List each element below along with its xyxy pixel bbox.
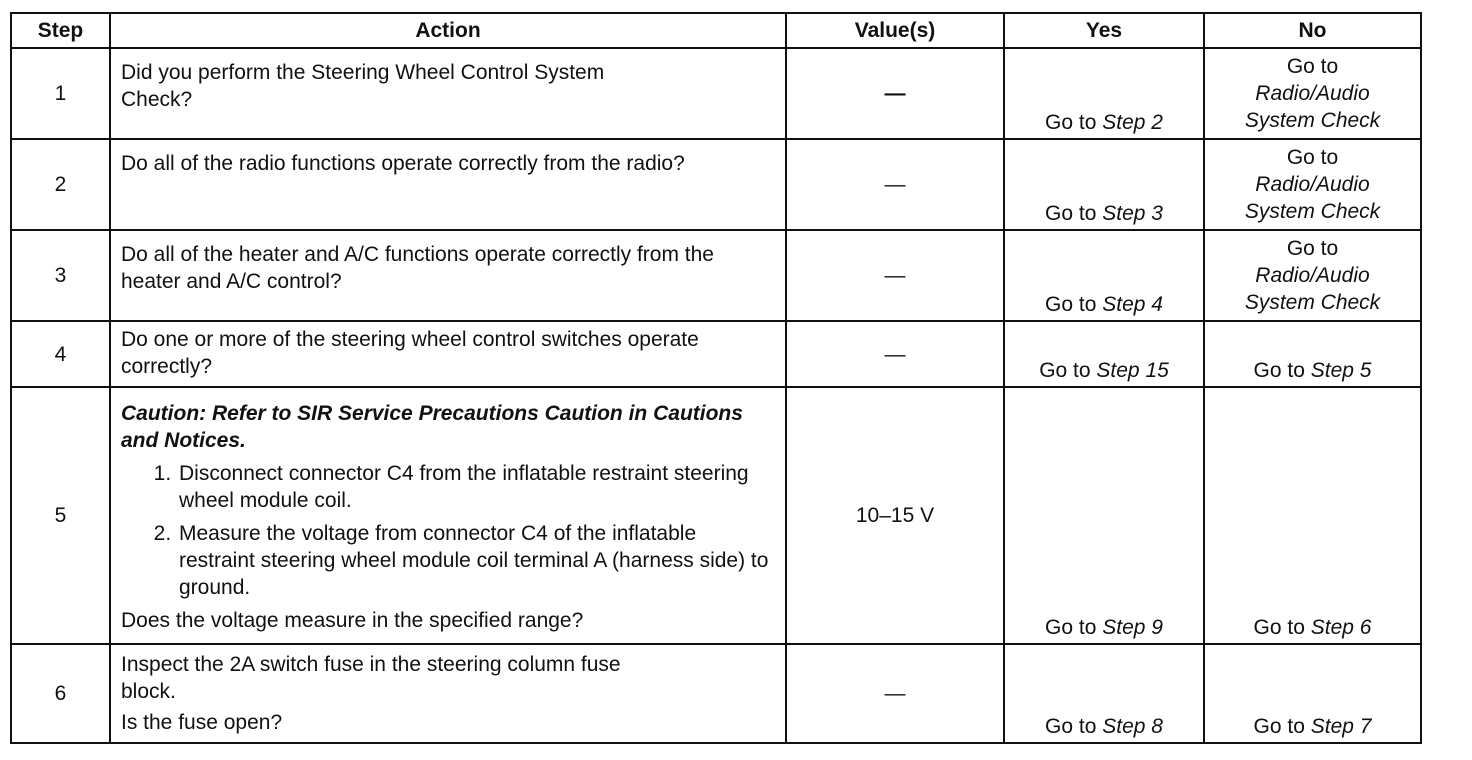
question-text: Does the voltage measure in the specified range? bbox=[121, 609, 584, 632]
step-number: 5 bbox=[11, 387, 110, 644]
table-row bbox=[11, 644, 1421, 743]
action-cell bbox=[110, 644, 786, 743]
yes-step-link[interactable]: Step 15 bbox=[1096, 359, 1169, 382]
no-step-link[interactable]: Step 6 bbox=[1310, 616, 1372, 639]
step-number: 6 bbox=[11, 644, 110, 743]
no-step-link[interactable]: Step 5 bbox=[1310, 359, 1372, 382]
yes-prefix: Go to bbox=[1045, 111, 1097, 134]
instruction-list bbox=[121, 460, 775, 601]
list-item: 2. Measure the voltage from connector C4 of the inflatable restraint steering wheel module coil terminal A (harness side) to ground. bbox=[177, 520, 775, 601]
step-number: 3 bbox=[11, 230, 110, 321]
no-link-line2[interactable]: System Check bbox=[1244, 200, 1381, 223]
yes-step-link[interactable]: Step 8 bbox=[1102, 715, 1163, 738]
header-step: Step bbox=[11, 13, 110, 48]
yes-cell bbox=[1004, 644, 1204, 743]
header-row bbox=[11, 13, 1421, 48]
action-text: Did you perform the Steering Wheel Control System Check? bbox=[110, 48, 786, 139]
yes-step-link[interactable]: Step 2 bbox=[1102, 111, 1163, 134]
value-cell: — bbox=[786, 321, 1004, 387]
header-values: Value(s) bbox=[786, 13, 1004, 48]
question-text: Is the fuse open? bbox=[121, 711, 283, 734]
no-link-line2[interactable]: System Check bbox=[1244, 109, 1381, 132]
value-cell: — bbox=[786, 48, 1004, 139]
header-action: Action bbox=[110, 13, 786, 48]
yes-cell bbox=[1004, 139, 1204, 230]
table-row bbox=[11, 48, 1421, 139]
yes-prefix: Go to bbox=[1045, 293, 1097, 316]
yes-prefix: Go to bbox=[1045, 616, 1097, 639]
table-row bbox=[11, 321, 1421, 387]
table-row bbox=[11, 139, 1421, 230]
no-step-link[interactable]: Step 7 bbox=[1310, 715, 1372, 738]
action-text: Do all of the radio functions operate correctly from the radio? bbox=[110, 139, 786, 230]
yes-cell bbox=[1004, 230, 1204, 321]
step-number: 1 bbox=[11, 48, 110, 139]
header-no: No bbox=[1204, 13, 1421, 48]
header-yes: Yes bbox=[1004, 13, 1204, 48]
action-cell bbox=[110, 387, 786, 644]
yes-step-link[interactable]: Step 4 bbox=[1102, 293, 1163, 316]
no-cell bbox=[1204, 48, 1421, 139]
no-link-line1[interactable]: Radio/Audio bbox=[1255, 173, 1370, 196]
yes-step-link[interactable]: Step 9 bbox=[1102, 616, 1163, 639]
value-cell: — bbox=[786, 230, 1004, 321]
no-link-line1[interactable]: Radio/Audio bbox=[1255, 82, 1370, 105]
list-item: 1. Disconnect connector C4 from the inflatable restraint steering wheel module coil. bbox=[177, 460, 775, 514]
yes-prefix: Go to bbox=[1039, 359, 1091, 382]
value-cell: — bbox=[786, 644, 1004, 743]
table-row bbox=[11, 230, 1421, 321]
yes-cell bbox=[1004, 321, 1204, 387]
yes-cell bbox=[1004, 387, 1204, 644]
no-link-line2[interactable]: System Check bbox=[1244, 291, 1381, 314]
step-number: 4 bbox=[11, 321, 110, 387]
no-link-line1[interactable]: Radio/Audio bbox=[1255, 264, 1370, 287]
no-cell bbox=[1204, 387, 1421, 644]
no-prefix: Go to bbox=[1286, 237, 1339, 260]
no-cell bbox=[1204, 644, 1421, 743]
yes-cell bbox=[1004, 48, 1204, 139]
step-number: 2 bbox=[11, 139, 110, 230]
yes-prefix: Go to bbox=[1045, 715, 1097, 738]
no-prefix: Go to bbox=[1253, 616, 1305, 639]
no-prefix: Go to bbox=[1286, 55, 1339, 78]
value-cell: 10–15 V bbox=[786, 387, 1004, 644]
no-cell bbox=[1204, 321, 1421, 387]
value-cell: — bbox=[786, 139, 1004, 230]
yes-step-link[interactable]: Step 3 bbox=[1102, 202, 1163, 225]
no-cell bbox=[1204, 230, 1421, 321]
action-text: Inspect the 2A switch fuse in the steering column fuse block. bbox=[121, 653, 621, 703]
no-prefix: Go to bbox=[1253, 715, 1305, 738]
caution-text: Caution: Refer to SIR Service Precautions Caution in Cautions and Notices. bbox=[121, 402, 743, 452]
action-text: Do all of the heater and A/C functions operate correctly from the heater and A/C control? bbox=[110, 230, 786, 321]
no-cell bbox=[1204, 139, 1421, 230]
yes-prefix: Go to bbox=[1045, 202, 1097, 225]
diagnostic-table bbox=[10, 12, 1422, 744]
no-prefix: Go to bbox=[1286, 146, 1339, 169]
table-row bbox=[11, 387, 1421, 644]
action-text: Do one or more of the steering wheel control switches operate correctly? bbox=[110, 321, 786, 387]
no-prefix: Go to bbox=[1253, 359, 1305, 382]
